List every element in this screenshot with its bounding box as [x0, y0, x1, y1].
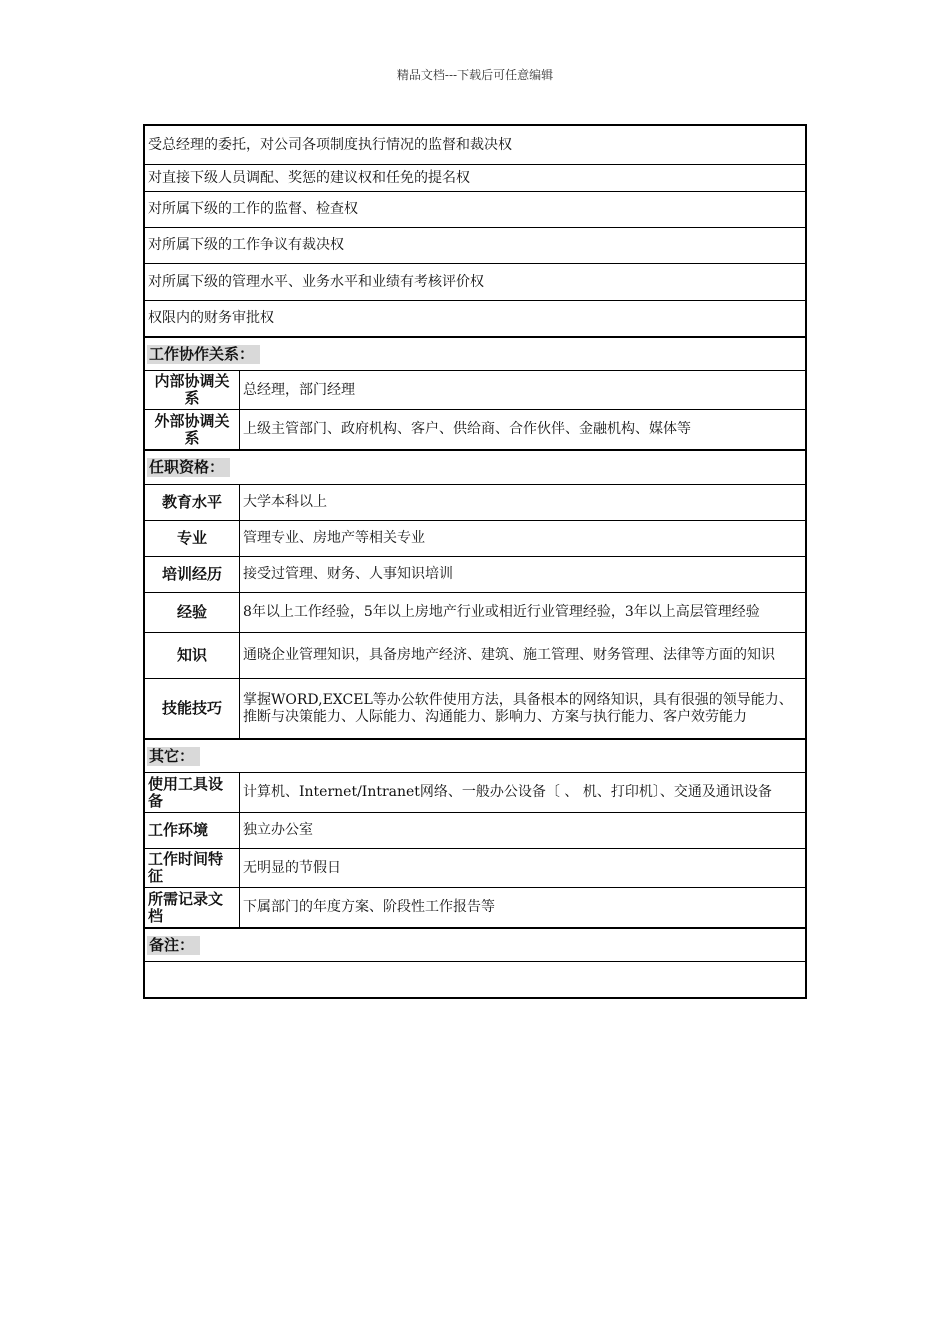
cooperation-row — [145, 370, 805, 409]
cooperation-row — [145, 409, 805, 449]
other-row — [145, 848, 805, 887]
other-row — [145, 812, 805, 848]
row-value: 总经理，部门经理 — [243, 381, 355, 398]
other-section-header — [145, 738, 805, 772]
notes-content-row — [145, 961, 805, 997]
row-value: 计算机、Internet/Intranet网络、一般办公设备〔 、 机、打印机〕、交通及通讯设备 — [243, 784, 772, 800]
authority-row — [145, 126, 805, 164]
authority-text: 对所属下级的工作的监督、检查权 — [148, 201, 358, 217]
authority-text: 权限内的财务审批权 — [148, 310, 274, 326]
row-value: 下属部门的年度方案、阶段性工作报告等 — [243, 899, 495, 915]
row-label: 工作环境 — [145, 813, 240, 848]
qualification-row — [145, 632, 805, 678]
row-value: 上级主管部门、政府机构、客户、供给商、合作伙伴、金融机构、媒体等 — [243, 421, 691, 437]
notes-content — [145, 962, 805, 997]
section-title: 任职资格： — [147, 458, 230, 477]
other-row — [145, 887, 805, 927]
row-value: 8年以上工作经验，5年以上房地产行业或相近行业管理经验，3年以上高层管理经验 — [243, 604, 760, 620]
authority-row — [145, 164, 805, 191]
row-value: 掌握WORD,EXCEL等办公软件使用方法，具备根本的网络知识，具有很强的领导能力、推断与决策能力、人际能力、沟通能力、影响力、方案与执行能力、客户效劳能力 — [243, 691, 793, 725]
qualification-row — [145, 484, 805, 520]
authority-row — [145, 191, 805, 227]
job-description-table — [143, 124, 807, 999]
other-row — [145, 772, 805, 812]
notes-section-header — [145, 927, 805, 961]
row-label: 经验 — [145, 593, 240, 632]
page-header: 精品文档---下载后可任意编辑 — [396, 68, 554, 82]
row-label: 内部协调关系 — [145, 371, 240, 409]
row-value: 管理专业、房地产等相关专业 — [243, 530, 425, 546]
authority-text: 对直接下级人员调配、奖惩的建议权和任免的提名权 — [148, 169, 470, 186]
section-title: 其它： — [147, 747, 200, 766]
qualifications-section-header — [145, 449, 805, 484]
row-value: 接受过管理、财务、人事知识培训 — [243, 566, 453, 582]
row-label: 培训经历 — [145, 557, 240, 592]
row-value: 通晓企业管理知识，具备房地产经济、建筑、施工管理、财务管理、法律等方面的知识 — [243, 647, 775, 663]
row-label: 教育水平 — [145, 485, 240, 520]
qualification-row — [145, 592, 805, 632]
row-label: 使用工具设备 — [145, 773, 240, 812]
authority-row — [145, 227, 805, 263]
row-label: 外部协调关系 — [145, 410, 240, 449]
authority-text: 对所属下级的工作争议有裁决权 — [148, 237, 344, 253]
qualification-row — [145, 678, 805, 738]
row-label: 技能技巧 — [145, 679, 240, 738]
row-value: 无明显的节假日 — [243, 859, 341, 876]
section-title: 备注： — [147, 936, 200, 955]
qualification-row — [145, 520, 805, 556]
qualification-row — [145, 556, 805, 592]
row-label: 工作时间特征 — [145, 849, 240, 887]
cooperation-section-header — [145, 336, 805, 370]
section-title: 工作协作关系： — [147, 345, 260, 364]
authority-row — [145, 300, 805, 336]
row-label: 所需记录文档 — [145, 888, 240, 927]
authority-text: 受总经理的委托，对公司各项制度执行情况的监督和裁决权 — [148, 136, 512, 153]
row-value: 独立办公室 — [243, 822, 313, 838]
row-label: 知识 — [145, 633, 240, 678]
row-label: 专业 — [145, 521, 240, 556]
authority-text: 对所属下级的管理水平、业务水平和业绩有考核评价权 — [148, 273, 484, 290]
authority-row — [145, 263, 805, 300]
row-value: 大学本科以上 — [243, 494, 327, 510]
